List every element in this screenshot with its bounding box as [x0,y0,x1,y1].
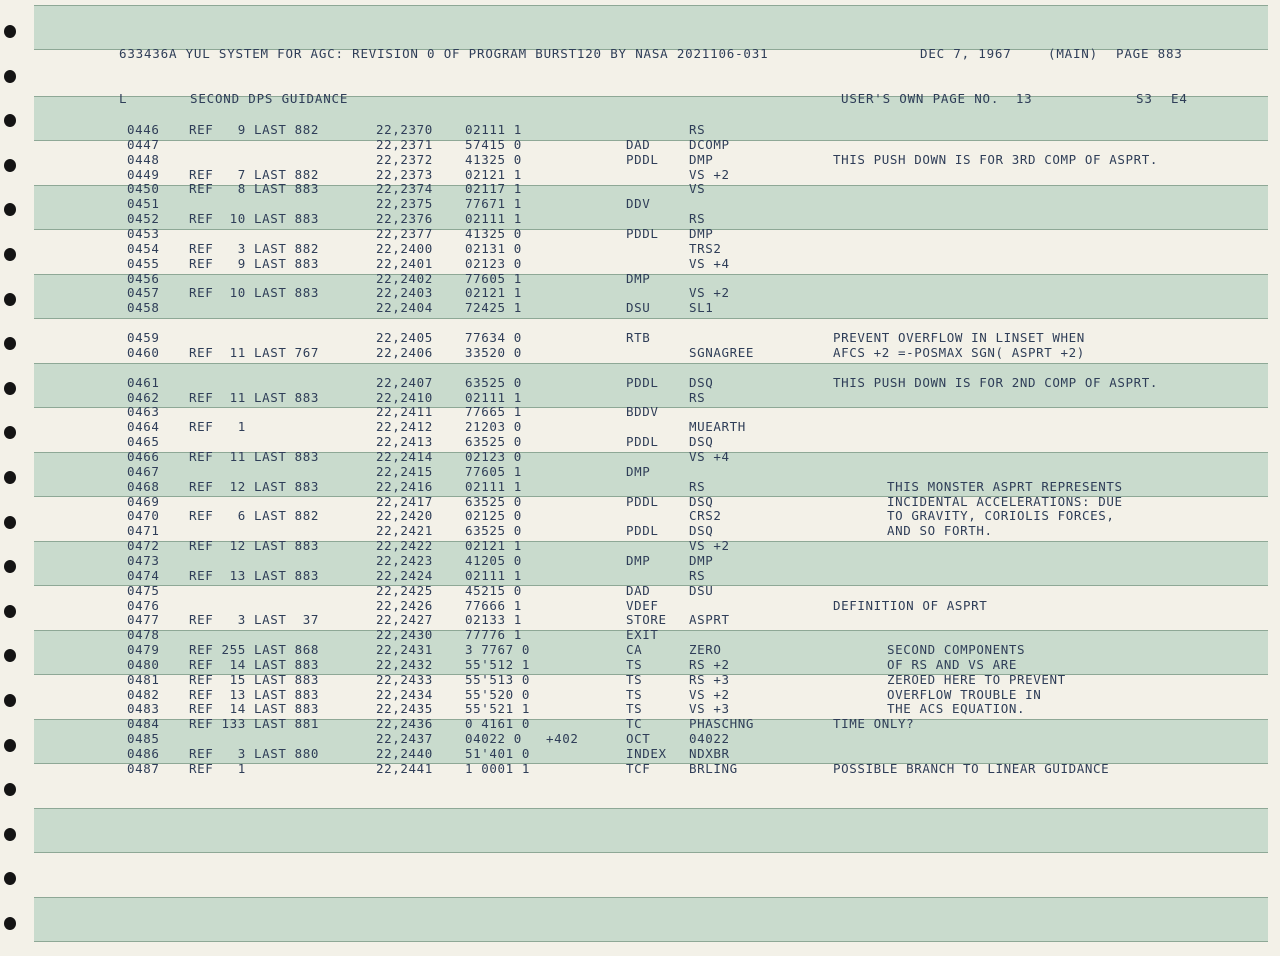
address: 22,2400 [376,241,433,256]
line-number: 0473 [127,553,160,568]
octal-word: 0 4161 0 [465,716,531,731]
octal-word: 41325 0 [465,152,522,167]
operand: DSQ [689,523,714,538]
octal-word: 63525 0 [465,375,522,390]
octal-word: 55'521 1 [465,701,531,716]
operand: ASPRT [689,612,730,627]
opcode: OCT [626,731,651,746]
octal-word: 33520 0 [465,345,522,360]
reference-info: REF 3 LAST 880 [189,746,320,761]
octal-word: 3 7767 0 [465,642,531,657]
grid-label: E4 [1171,91,1188,106]
reference-info: REF 1 [189,419,246,434]
opcode: PDDL [626,523,659,538]
line-number: 0446 [127,122,160,137]
address: 22,2410 [376,390,433,405]
octal-word: 02121 1 [465,538,522,553]
comment: OVERFLOW TROUBLE IN [887,687,1042,702]
opcode: DSU [626,300,651,315]
line-number: 0478 [127,627,160,642]
octal-word: 63525 0 [465,494,522,509]
comment: TO GRAVITY, CORIOLIS FORCES, [887,508,1115,523]
operand: TRS2 [689,241,722,256]
octal-word: 41325 0 [465,226,522,241]
opcode: PDDL [626,226,659,241]
opcode: DMP [626,553,651,568]
comment: TIME ONLY? [833,716,915,731]
octal-word: 55'512 1 [465,657,531,672]
line-number: 0480 [127,657,160,672]
feed-hole [4,872,16,885]
reference-info: REF 14 LAST 883 [189,657,320,672]
line-number: 0477 [127,612,160,627]
paper-band [34,808,1268,853]
feed-hole [4,114,16,127]
address: 22,2373 [376,167,433,182]
octal-word: 02111 1 [465,479,522,494]
line-number: 0479 [127,642,160,657]
address: 22,2371 [376,137,433,152]
reference-info: REF 1 [189,761,246,776]
address: 22,2433 [376,672,433,687]
feed-hole [4,337,16,350]
address: 22,2406 [376,345,433,360]
paper-rule [34,140,1268,141]
address: 22,2374 [376,181,433,196]
reference-info: REF 9 LAST 882 [189,122,320,137]
reference-info: REF 12 LAST 883 [189,479,320,494]
operand: VS [689,181,706,196]
reference-info: REF 3 LAST 882 [189,241,320,256]
address: 22,2422 [376,538,433,553]
line-number: 0454 [127,241,160,256]
operand: RS +2 [689,657,730,672]
octal-word: 02125 0 [465,508,522,523]
opcode: DDV [626,196,651,211]
comment: AFCS +2 =-POSMAX SGN( ASPRT +2) [833,345,1085,360]
extra-field: +402 [546,731,579,746]
opcode: DAD [626,137,651,152]
comment: THE ACS EQUATION. [887,701,1026,716]
operand: VS +4 [689,449,730,464]
address: 22,2435 [376,701,433,716]
octal-word: 45215 0 [465,583,522,598]
line-number: 0453 [127,226,160,241]
reference-info: REF 3 LAST 37 [189,612,320,627]
line-number: 0485 [127,731,160,746]
paper-band [34,897,1268,942]
address: 22,2376 [376,211,433,226]
address: 22,2404 [376,300,433,315]
line-number: 0486 [127,746,160,761]
feed-hole [4,739,16,752]
paper-rule [34,318,1268,319]
comment: THIS PUSH DOWN IS FOR 2ND COMP OF ASPRT. [833,375,1159,390]
octal-word: 02111 1 [465,568,522,583]
octal-word: 21203 0 [465,419,522,434]
opcode: VDEF [626,598,659,613]
line-number: 0447 [127,137,160,152]
opcode: RTB [626,330,651,345]
address: 22,2413 [376,434,433,449]
octal-word: 77666 1 [465,598,522,613]
octal-word: 02111 1 [465,390,522,405]
address: 22,2411 [376,404,433,419]
address: 22,2412 [376,419,433,434]
feed-hole [4,516,16,529]
reference-info: REF 15 LAST 883 [189,672,320,687]
address: 22,2415 [376,464,433,479]
comment: THIS PUSH DOWN IS FOR 3RD COMP OF ASPRT. [833,152,1159,167]
log-section-title: SECOND DPS GUIDANCE [190,91,349,106]
address: 22,2425 [376,583,433,598]
opcode: TS [626,657,643,672]
line-number: 0472 [127,538,160,553]
address: 22,2403 [376,285,433,300]
reference-info: REF 11 LAST 883 [189,390,320,405]
address: 22,2441 [376,761,433,776]
line-number: 0452 [127,211,160,226]
opcode: TS [626,687,643,702]
line-number: 0469 [127,494,160,509]
line-number: 0463 [127,404,160,419]
line-number: 0487 [127,761,160,776]
octal-word: 51'401 0 [465,746,531,761]
address: 22,2377 [376,226,433,241]
opcode: DAD [626,583,651,598]
octal-word: 77634 0 [465,330,522,345]
operand: ZERO [689,642,722,657]
feed-hole [4,783,16,796]
operand: VS +2 [689,167,730,182]
feed-hole [4,159,16,172]
opcode: CA [626,642,643,657]
octal-word: 02133 1 [465,612,522,627]
feed-hole [4,694,16,707]
address: 22,2432 [376,657,433,672]
opcode: STORE [626,612,667,627]
feed-hole [4,293,16,306]
address: 22,2401 [376,256,433,271]
paper-band [34,5,1268,50]
address: 22,2402 [376,271,433,286]
feed-hole [4,203,16,216]
octal-word: 02121 1 [465,167,522,182]
operand: SGNAGREE [689,345,755,360]
operand: MUEARTH [689,419,746,434]
octal-word: 55'520 0 [465,687,531,702]
address: 22,2424 [376,568,433,583]
operand: VS +3 [689,701,730,716]
octal-word: 02117 1 [465,181,522,196]
operand: VS +4 [689,256,730,271]
reference-info: REF 13 LAST 883 [189,568,320,583]
octal-word: 04022 0 [465,731,522,746]
opcode: INDEX [626,746,667,761]
line-number: 0465 [127,434,160,449]
line-number: 0474 [127,568,160,583]
line-number: 0449 [127,167,160,182]
line-number: 0470 [127,508,160,523]
reference-info: REF 12 LAST 883 [189,538,320,553]
reference-info: REF 9 LAST 883 [189,256,320,271]
opcode: DMP [626,271,651,286]
reference-info: REF 7 LAST 882 [189,167,320,182]
reference-info: REF 10 LAST 883 [189,211,320,226]
line-number: 0468 [127,479,160,494]
feed-hole [4,248,16,261]
reference-info: REF 133 LAST 881 [189,716,320,731]
operand: VS +2 [689,687,730,702]
comment: INCIDENTAL ACCELERATIONS: DUE [887,494,1123,509]
user-page-number: USER'S OWN PAGE NO. 13 [841,91,1033,106]
reference-info: REF 10 LAST 883 [189,285,320,300]
comment: POSSIBLE BRANCH TO LINEAR GUIDANCE [833,761,1110,776]
line-number: 0451 [127,196,160,211]
feed-hole [4,382,16,395]
address: 22,2423 [376,553,433,568]
octal-word: 02123 0 [465,256,522,271]
line-number: 0460 [127,345,160,360]
line-number: 0484 [127,716,160,731]
reference-info: REF 6 LAST 882 [189,508,320,523]
octal-word: 1 0001 1 [465,761,531,776]
comment: OF RS AND VS ARE [887,657,1018,672]
opcode: TCF [626,761,651,776]
line-number: 0458 [127,300,160,315]
line-number: 0471 [127,523,160,538]
address: 22,2405 [376,330,433,345]
opcode: TS [626,701,643,716]
listing-title: 633436A YUL SYSTEM FOR AGC: REVISION 0 OF PROGRAM BURST120 BY NASA 2021106-031 [119,46,769,61]
comment: ZEROED HERE TO PREVENT [887,672,1066,687]
opcode: PDDL [626,434,659,449]
line-number: 0466 [127,449,160,464]
operand: VS +2 [689,285,730,300]
address: 22,2430 [376,627,433,642]
address: 22,2436 [376,716,433,731]
line-number: 0475 [127,583,160,598]
address: 22,2437 [376,731,433,746]
opcode: PDDL [626,494,659,509]
line-number: 0483 [127,701,160,716]
operand: DCOMP [689,137,730,152]
octal-word: 63525 0 [465,523,522,538]
octal-word: 77776 1 [465,627,522,642]
address: 22,2416 [376,479,433,494]
feed-hole [4,25,16,38]
operand: DMP [689,226,714,241]
octal-word: 02131 0 [465,241,522,256]
operand: RS [689,390,706,405]
line-number: 0482 [127,687,160,702]
reference-info: REF 11 LAST 883 [189,449,320,464]
line-number: 0481 [127,672,160,687]
opcode: BDDV [626,404,659,419]
line-number: 0457 [127,285,160,300]
operand: BRLING [689,761,738,776]
paper-rule [34,585,1268,586]
operand: SL1 [689,300,714,315]
feed-hole [4,605,16,618]
address: 22,2434 [376,687,433,702]
operand: DMP [689,553,714,568]
operand: DSQ [689,375,714,390]
reference-info: REF 13 LAST 883 [189,687,320,702]
octal-word: 02111 1 [465,122,522,137]
feed-hole [4,70,16,83]
octal-word: 55'513 0 [465,672,531,687]
address: 22,2420 [376,508,433,523]
address: 22,2426 [376,598,433,613]
octal-word: 41205 0 [465,553,522,568]
line-number: 0456 [127,271,160,286]
feed-hole [4,917,16,930]
line-number: 0464 [127,419,160,434]
opcode: DMP [626,464,651,479]
opcode: EXIT [626,627,659,642]
octal-word: 63525 0 [465,434,522,449]
comment: AND SO FORTH. [887,523,993,538]
address: 22,2414 [376,449,433,464]
line-number: 0476 [127,598,160,613]
line-number: 0467 [127,464,160,479]
opcode: TC [626,716,643,731]
octal-word: 77605 1 [465,271,522,286]
operand: DSQ [689,494,714,509]
operand: DSQ [689,434,714,449]
feed-hole [4,828,16,841]
opcode: TS [626,672,643,687]
operand: DSU [689,583,714,598]
operand: RS [689,211,706,226]
operand: 04022 [689,731,730,746]
operand: CRS2 [689,508,722,523]
line-number: 0455 [127,256,160,271]
line-number: 0459 [127,330,160,345]
octal-word: 02111 1 [465,211,522,226]
feed-hole [4,426,16,439]
comment: SECOND COMPONENTS [887,642,1026,657]
listing-section: (MAIN) [1048,46,1098,61]
comment: PREVENT OVERFLOW IN LINSET WHEN [833,330,1085,345]
operand: VS +2 [689,538,730,553]
octal-word: 72425 1 [465,300,522,315]
address: 22,2372 [376,152,433,167]
octal-word: 77665 1 [465,404,522,419]
line-number: 0462 [127,390,160,405]
address: 22,2375 [376,196,433,211]
octal-word: 02123 0 [465,449,522,464]
feed-hole [4,471,16,484]
operand: RS [689,568,706,583]
address: 22,2417 [376,494,433,509]
feed-hole [4,649,16,662]
line-number: 0450 [127,181,160,196]
operand: DMP [689,152,714,167]
address: 22,2407 [376,375,433,390]
operand: PHASCHNG [689,716,755,731]
operand: NDXBR [689,746,730,761]
page-number: PAGE 883 [1116,46,1183,61]
opcode: PDDL [626,152,659,167]
octal-word: 77605 1 [465,464,522,479]
operand: RS [689,479,706,494]
paper-rule [34,852,1268,853]
operand: RS [689,122,706,137]
comment: DEFINITION OF ASPRT [833,598,988,613]
address: 22,2427 [376,612,433,627]
feed-hole [4,560,16,573]
address: 22,2370 [376,122,433,137]
reference-info: REF 8 LAST 883 [189,181,320,196]
paper-rule [34,941,1268,942]
reference-info: REF 11 LAST 767 [189,345,320,360]
line-number: 0461 [127,375,160,390]
octal-word: 02121 1 [465,285,522,300]
reference-info: REF 14 LAST 883 [189,701,320,716]
address: 22,2440 [376,746,433,761]
line-number: 0448 [127,152,160,167]
opcode: PDDL [626,375,659,390]
comment: THIS MONSTER ASPRT REPRESENTS [887,479,1123,494]
log-marker: L [119,91,128,106]
address: 22,2421 [376,523,433,538]
octal-word: 77671 1 [465,196,522,211]
operand: RS +3 [689,672,730,687]
octal-word: 57415 0 [465,137,522,152]
listing-date: DEC 7, 1967 [920,46,1012,61]
reference-info: REF 255 LAST 868 [189,642,320,657]
address: 22,2431 [376,642,433,657]
sheet-label: S3 [1136,91,1153,106]
